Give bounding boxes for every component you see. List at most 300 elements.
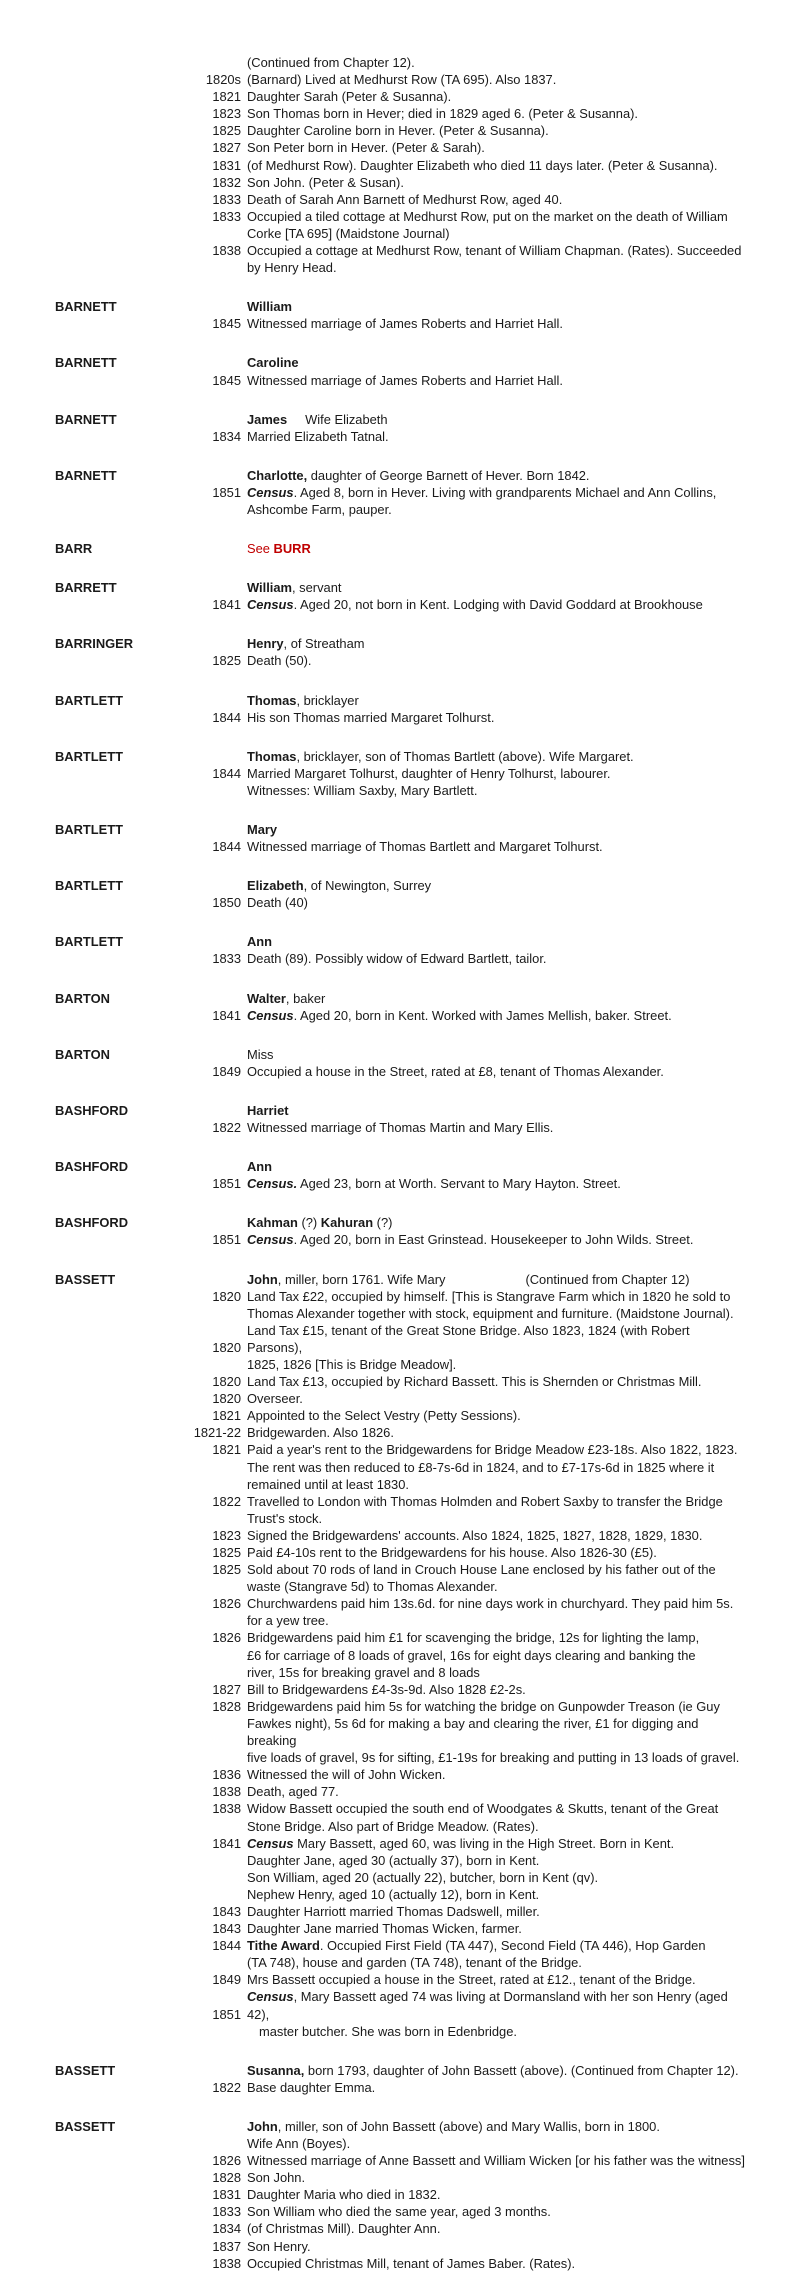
line-body: Churchwardens paid him 13s.6d. for nine days work in churchyard. They paid him 5s. <box>247 1596 734 1612</box>
entry-block <box>55 933 780 967</box>
line-text <box>247 782 780 799</box>
line-body: Land Tax £15, tenant of the Great Stone Bridge. Also 1823, 1824 (with Robert <box>247 1322 690 1338</box>
line-year: 1849 <box>212 1063 241 1079</box>
entry-description: , of Newington, Surrey <box>303 878 432 894</box>
line-text <box>247 242 780 259</box>
entry-line <box>55 1407 780 1424</box>
entry-name: Walter <box>247 990 286 1006</box>
line-year: 1825 <box>212 1562 241 1578</box>
line-body: £6 for carriage of 8 loads of gravel, 16s for eight days clearing and banking the <box>247 1647 696 1663</box>
entry-header <box>55 1102 780 1119</box>
line-year: 1834 <box>212 2221 241 2237</box>
line-text <box>247 191 780 208</box>
line-body: Witnessed marriage of Thomas Martin and Mary Ellis. <box>247 1120 554 1136</box>
line-year: 1826 <box>212 2153 241 2169</box>
line-body: Bill to Bridgewardens £4-3s-9d. Also 1828 £2-2s. <box>247 1681 526 1697</box>
line-text <box>247 1356 780 1373</box>
line-text <box>247 2023 780 2040</box>
line-text <box>247 1647 780 1664</box>
entry-line <box>55 1954 780 1971</box>
line-text <box>247 1835 780 1852</box>
line-text <box>247 88 780 105</box>
line-text <box>247 1476 780 1493</box>
entry-line <box>55 1007 780 1024</box>
entry-line <box>55 1527 780 1544</box>
entry-surname: BARR <box>55 541 93 557</box>
line-text <box>247 2079 780 2096</box>
line-text <box>247 2255 780 2272</box>
entry-line <box>55 1886 780 1903</box>
entry-description: , miller, son of John Bassett (above) and Mary Wallis, born in 1800. <box>277 2118 660 2134</box>
line-body: . Aged 20, born in East Grinstead. Housekeeper to John Wilds. Street. <box>293 1232 694 1248</box>
entry-name: William <box>247 299 293 315</box>
entry-line <box>55 1231 780 1248</box>
entry-line <box>55 1595 780 1612</box>
line-body: Stone Bridge. Also part of Bridge Meadow. (Rates). <box>247 1818 539 1834</box>
entry-line <box>55 1612 780 1629</box>
entry-description: , bricklayer <box>296 692 359 708</box>
entry-surname: BARTON <box>55 1046 110 1062</box>
line-text <box>247 1664 780 1681</box>
line-text <box>247 484 780 501</box>
entry-heading <box>247 748 780 765</box>
entry-heading <box>247 1158 780 1175</box>
line-body: Occupied a tiled cottage at Medhurst Row, put on the market on the death of William <box>247 208 728 224</box>
entry-line <box>55 484 780 501</box>
line-year: 1820 <box>212 1374 241 1390</box>
entry-line <box>55 54 780 71</box>
line-body: Death (40) <box>247 895 308 911</box>
entry-surname: BASSETT <box>55 2118 116 2134</box>
line-text <box>247 71 780 88</box>
line-text <box>247 1800 780 1817</box>
line-year: 1834 <box>212 428 241 444</box>
line-text <box>247 315 780 332</box>
entry-line <box>55 1510 780 1527</box>
line-body: His son Thomas married Margaret Tolhurst. <box>247 709 495 725</box>
line-text <box>247 372 780 389</box>
entry-line <box>55 2006 780 2023</box>
entry-block <box>55 635 780 669</box>
line-text <box>247 1766 780 1783</box>
entry-line <box>55 838 780 855</box>
entry-line <box>55 1715 780 1732</box>
line-body: Appointed to the Select Vestry (Petty Sessions). <box>247 1408 521 1424</box>
entry-surname: BARTLETT <box>55 748 124 764</box>
line-text <box>247 1920 780 1937</box>
line-year: 1825 <box>212 1545 241 1560</box>
entry-surname: BARTLETT <box>55 878 124 894</box>
entry-block <box>55 467 780 518</box>
line-body: . Aged 20, born in Kent. Worked with James Mellish, baker. Street. <box>293 1007 672 1023</box>
entry-surname: BARTLETT <box>55 934 124 950</box>
line-body: Death (89). Possibly widow of Edward Bartlett, tailor. <box>247 951 547 967</box>
line-body: Widow Bassett occupied the south end of Woodgates & Skutts, tenant of the Great <box>247 1801 719 1817</box>
entry-heading <box>247 540 780 557</box>
line-text <box>247 174 780 191</box>
line-year: 1841 <box>212 597 241 613</box>
line-year: 1844 <box>212 709 241 725</box>
line-body: Land Tax £22, occupied by himself. [This is Stangrave Farm which in 1820 he sold to <box>247 1288 731 1304</box>
entry-header <box>55 635 780 652</box>
line-year: 1851 <box>212 484 241 500</box>
line-year: 1831 <box>212 157 241 173</box>
entry-name: Ann <box>247 934 273 950</box>
line-year: 1828 <box>212 1698 241 1714</box>
entry-line <box>55 1561 780 1578</box>
line-body: Married Margaret Tolhurst, daughter of Henry Tolhurst, labourer. <box>247 765 611 781</box>
entry-header <box>55 990 780 1007</box>
line-body: remained until at least 1830. <box>247 1476 409 1492</box>
entry-description: , bricklayer, son of Thomas Bartlett (above). Wife Margaret. <box>296 748 634 764</box>
entry-line <box>55 1818 780 1835</box>
line-body: Occupied Christmas Mill, tenant of James Baber. (Rates). <box>247 2255 576 2271</box>
entry-block <box>55 579 780 613</box>
entry-line <box>55 950 780 967</box>
line-year: 1850 <box>212 895 241 911</box>
line-body: (Continued from Chapter 12). <box>247 55 415 70</box>
line-body: waste (Stangrave 5d) to Thomas Alexander. <box>247 1579 498 1595</box>
entry-line <box>55 1664 780 1681</box>
line-body: Land Tax £13, occupied by Richard Bassett. This is Shernden or Christmas Mill. <box>247 1374 702 1390</box>
line-body: Daughter Jane married Thomas Wicken, farmer. <box>247 1921 522 1937</box>
census-label: Census <box>247 1232 294 1248</box>
entry-header <box>55 821 780 838</box>
line-text <box>247 1783 780 1800</box>
entry-block <box>55 1046 780 1080</box>
line-text <box>247 157 780 174</box>
census-label: Census <box>247 597 294 613</box>
line-text <box>247 894 780 911</box>
line-text <box>247 1732 780 1749</box>
entry-line <box>55 1119 780 1136</box>
line-year: 1849 <box>212 1972 241 1988</box>
entry-name: Henry <box>247 636 284 652</box>
line-year: 1841 <box>212 1007 241 1023</box>
entry-line <box>55 1390 780 1407</box>
line-body: Occupied a cottage at Medhurst Row, tenant of William Chapman. (Rates). Succeeded <box>247 243 742 259</box>
entry-line <box>55 765 780 782</box>
entry-line <box>55 242 780 259</box>
census-label: Census <box>247 1835 294 1851</box>
line-text <box>247 105 780 122</box>
line-text <box>247 652 780 669</box>
line-text <box>247 1390 780 1407</box>
entry-line <box>55 428 780 445</box>
line-text <box>247 1818 780 1835</box>
line-text <box>247 1322 780 1339</box>
entry-heading <box>247 933 780 950</box>
line-year: 1833 <box>212 2204 241 2220</box>
line-year: 1833 <box>212 191 241 207</box>
line-year: 1843 <box>212 1921 241 1937</box>
see-target-link[interactable]: BURR <box>273 541 311 557</box>
entry-block <box>55 354 780 388</box>
entry-line <box>55 1681 780 1698</box>
entry-block <box>55 2062 780 2096</box>
line-year: 1841 <box>212 1835 241 1851</box>
entry-heading <box>247 1102 780 1119</box>
line-body: Bridgewardens paid him £1 for scavenging the bridge, 12s for lighting the lamp, <box>247 1630 700 1646</box>
entry-heading <box>247 2062 780 2079</box>
line-text <box>247 2135 780 2152</box>
line-body: (Barnard) Lived at Medhurst Row (TA 695). Also 1837. <box>247 72 557 88</box>
entry-header <box>55 579 780 596</box>
line-text <box>247 1886 780 1903</box>
entry-line <box>55 2169 780 2186</box>
line-text <box>247 1373 780 1390</box>
line-text <box>247 1869 780 1886</box>
line-body: The rent was then reduced to £8-7s-6d in 1824, and to £7-17s-6d in 1825 where it <box>247 1459 715 1475</box>
entry-name: Thomas <box>247 692 297 708</box>
entry-heading <box>247 635 780 652</box>
line-year: 1827 <box>212 1681 241 1697</box>
entry-description: , miller, born 1761. Wife Mary <box>277 1271 446 1287</box>
line-text <box>247 1954 780 1971</box>
line-year: 1820 <box>212 1391 241 1407</box>
entry-line <box>55 1647 780 1664</box>
line-text <box>247 1988 780 2005</box>
line-year: 1822 <box>212 2079 241 2095</box>
line-body: Occupied a house in the Street, rated at £8, tenant of Thomas Alexander. <box>247 1063 664 1079</box>
entry-header <box>55 748 780 765</box>
entry-name: Charlotte, <box>247 467 308 483</box>
line-body: Witnessed marriage of James Roberts and Harriet Hall. <box>247 372 563 388</box>
line-body: Trust's stock. <box>247 1510 323 1526</box>
line-body: Ashcombe Farm, pauper. <box>247 501 392 517</box>
entry-heading <box>247 579 780 596</box>
line-text <box>247 1749 780 1766</box>
entry-line <box>55 1459 780 1476</box>
entry-line <box>55 1441 780 1458</box>
line-body: by Henry Head. <box>247 260 337 276</box>
line-year: 1821-22 <box>193 1425 241 1441</box>
entry-line <box>55 1373 780 1390</box>
entry-line <box>55 596 780 613</box>
line-body: (of Medhurst Row). Daughter Elizabeth who died 11 days later. (Peter & Susanna). <box>247 157 718 173</box>
entry-surname: BARRETT <box>55 580 117 596</box>
entry-header <box>55 1158 780 1175</box>
line-text <box>247 259 780 276</box>
entry-line <box>55 208 780 225</box>
line-body: Daughter Jane, aged 30 (actually 37), born in Kent. <box>247 1852 540 1868</box>
line-year: 1821 <box>212 1442 241 1458</box>
line-body: Witnessed marriage of Anne Bassett and William Wicken [or his father was the witness] <box>247 2153 745 2169</box>
line-year: 1831 <box>212 2187 241 2203</box>
entry-name: John <box>247 2118 278 2134</box>
entry-line <box>55 1937 780 1954</box>
line-text <box>247 1459 780 1476</box>
line-year: 1821 <box>212 1408 241 1424</box>
line-body: Fawkes night), 5s 6d for making a bay and clearing the river, £1 for digging and <box>247 1715 699 1731</box>
entry-header <box>55 540 780 557</box>
entry-heading <box>247 1214 780 1231</box>
line-text <box>247 1698 780 1715</box>
line-body: Mary Bassett, aged 60, was living in the High Street. Born in Kent. <box>293 1835 675 1851</box>
line-text <box>247 225 780 242</box>
entry-name: Harriet <box>247 1102 289 1118</box>
entry-surname: BARRINGER <box>55 636 134 652</box>
line-body: , Mary Bassett aged 74 was living at Dormansland with her son Henry (aged <box>293 1989 728 2005</box>
line-year: 1851 <box>212 1232 241 1248</box>
entry-header <box>55 1271 780 1288</box>
line-year: 1845 <box>212 372 241 388</box>
entry-block <box>55 821 780 855</box>
line-body: five loads of gravel, 9s for sifting, £1-19s for breaking and putting in 13 loads of gravel. <box>247 1750 740 1766</box>
entry-line <box>55 709 780 726</box>
entry-line <box>55 2135 780 2152</box>
line-year: 1851 <box>212 2006 241 2022</box>
line-body: for a yew tree. <box>247 1613 329 1629</box>
entry-header <box>55 1214 780 1231</box>
line-text <box>247 1937 780 1954</box>
line-text <box>247 2220 780 2237</box>
line-body: Aged 23, born at Worth. Servant to Mary Hayton. Street. <box>297 1176 621 1192</box>
line-body: Son Thomas born in Hever; died in 1829 aged 6. (Peter & Susanna). <box>247 106 639 122</box>
entry-line <box>55 2023 780 2040</box>
line-body: 1825, 1826 [This is Bridge Meadow]. <box>247 1356 457 1372</box>
line-text <box>247 1063 780 1080</box>
line-text <box>247 1903 780 1920</box>
entry-line <box>55 1920 780 1937</box>
entry-header <box>55 354 780 371</box>
entry-line <box>55 1493 780 1510</box>
entry-line <box>55 1305 780 1322</box>
line-text <box>247 1595 780 1612</box>
entry-description: , servant <box>292 580 342 596</box>
line-text <box>247 2006 780 2023</box>
entry-line <box>55 2152 780 2169</box>
entry-block <box>55 1102 780 1136</box>
entry-heading <box>247 821 780 838</box>
entry-block <box>55 1271 780 2040</box>
line-year: 1825 <box>212 123 241 139</box>
entry-block <box>55 877 780 911</box>
entry-description-alt: (?) <box>373 1215 393 1231</box>
entry-line <box>55 1063 780 1080</box>
line-text <box>247 1510 780 1527</box>
line-year: 1827 <box>212 140 241 156</box>
line-text <box>247 765 780 782</box>
entry-line <box>55 139 780 156</box>
entries-list <box>55 298 780 2272</box>
entry-description: (?) <box>297 1215 321 1231</box>
line-text <box>247 1715 780 1732</box>
entry-line <box>55 315 780 332</box>
entry-line <box>55 782 780 799</box>
entry-line <box>55 2203 780 2220</box>
entry-line <box>55 1903 780 1920</box>
line-year: 1820 <box>212 1339 241 1355</box>
line-body: Bridgewardens paid him 5s for watching the bridge on Gunpowder Treason (ie Guy <box>247 1698 720 1714</box>
census-label: Census <box>247 1989 294 2005</box>
line-text <box>247 2169 780 2186</box>
entry-block <box>55 990 780 1024</box>
entry-heading <box>247 298 780 315</box>
line-body: Base daughter Emma. <box>247 2079 376 2095</box>
entry-heading <box>247 877 780 894</box>
entry-line <box>55 71 780 88</box>
entry-line <box>55 174 780 191</box>
entry-name: Caroline <box>247 355 299 371</box>
entry-header <box>55 877 780 894</box>
line-body: Daughter Caroline born in Hever. (Peter & Susanna). <box>247 123 549 139</box>
entry-block <box>55 411 780 445</box>
line-body: Witnessed the will of John Wicken. <box>247 1767 446 1783</box>
line-body: Parsons), <box>247 1339 303 1355</box>
entry-line <box>55 259 780 276</box>
line-body: Mrs Bassett occupied a house in the Street, rated at £12., tenant of the Bridge. <box>247 1972 696 1988</box>
entry-surname: BASSETT <box>55 2062 116 2078</box>
line-year: 1833 <box>212 208 241 224</box>
line-text <box>247 1544 780 1561</box>
entry-name: Mary <box>247 822 278 837</box>
line-body: Son John. <box>247 2170 306 2186</box>
entry-line <box>55 1629 780 1646</box>
entry-line <box>55 225 780 242</box>
entry-line <box>55 1322 780 1339</box>
line-text <box>247 1007 780 1024</box>
line-text <box>247 1612 780 1629</box>
entry-header <box>55 411 780 428</box>
entry-surname: BASHFORD <box>55 1159 129 1175</box>
line-year: 1828 <box>212 2170 241 2186</box>
continued-note: (Continued from Chapter 12) <box>525 1271 690 1287</box>
line-text <box>247 1407 780 1424</box>
line-year: 1822 <box>212 1120 241 1136</box>
line-text <box>247 1305 780 1322</box>
line-text <box>247 1493 780 1510</box>
line-text <box>247 139 780 156</box>
line-body: Paid £4-10s rent to the Bridgewardens for his house. Also 1826-30 (£5). <box>247 1545 657 1560</box>
entry-line <box>55 1869 780 1886</box>
line-text <box>247 122 780 139</box>
entry-line <box>55 1356 780 1373</box>
entry-surname: BARNETT <box>55 355 117 371</box>
line-text <box>247 596 780 613</box>
line-year: 1820s <box>205 72 241 88</box>
entry-block <box>55 2118 780 2272</box>
line-text <box>247 2186 780 2203</box>
entry-block <box>55 692 780 726</box>
line-text <box>247 1119 780 1136</box>
line-text <box>247 1629 780 1646</box>
line-body: Corke [TA 695] (Maidstone Journal) <box>247 225 450 241</box>
line-text <box>247 2152 780 2169</box>
line-body: river, 15s for breaking gravel and 8 loads <box>247 1664 480 1680</box>
line-text <box>247 1527 780 1544</box>
entry-header <box>55 2118 780 2135</box>
intro-block <box>55 54 780 276</box>
entry-name: John <box>247 1271 278 1287</box>
line-year: 1843 <box>212 1903 241 1919</box>
entry-line <box>55 372 780 389</box>
line-body: Paid a year's rent to the Bridgewardens for Bridge Meadow £23-18s. Also 1822, 1823. <box>247 1442 738 1458</box>
entry-line <box>55 105 780 122</box>
entry-line <box>55 88 780 105</box>
line-year: 1844 <box>212 765 241 781</box>
line-text <box>247 1175 780 1192</box>
entry-line <box>55 1698 780 1715</box>
line-body: . Aged 8, born in Hever. Living with grandparents Michael and Ann Collins, <box>293 484 717 500</box>
line-year: 1823 <box>212 1527 241 1543</box>
line-body: Signed the Bridgewardens' accounts. Also 1824, 1825, 1827, 1828, 1829, 1830. <box>247 1527 703 1543</box>
entry-line <box>55 2255 780 2272</box>
line-text <box>247 1231 780 1248</box>
line-body: Witnesses: William Saxby, Mary Bartlett. <box>247 782 478 798</box>
line-text <box>247 1339 780 1356</box>
entry-surname: BARTLETT <box>55 692 124 708</box>
